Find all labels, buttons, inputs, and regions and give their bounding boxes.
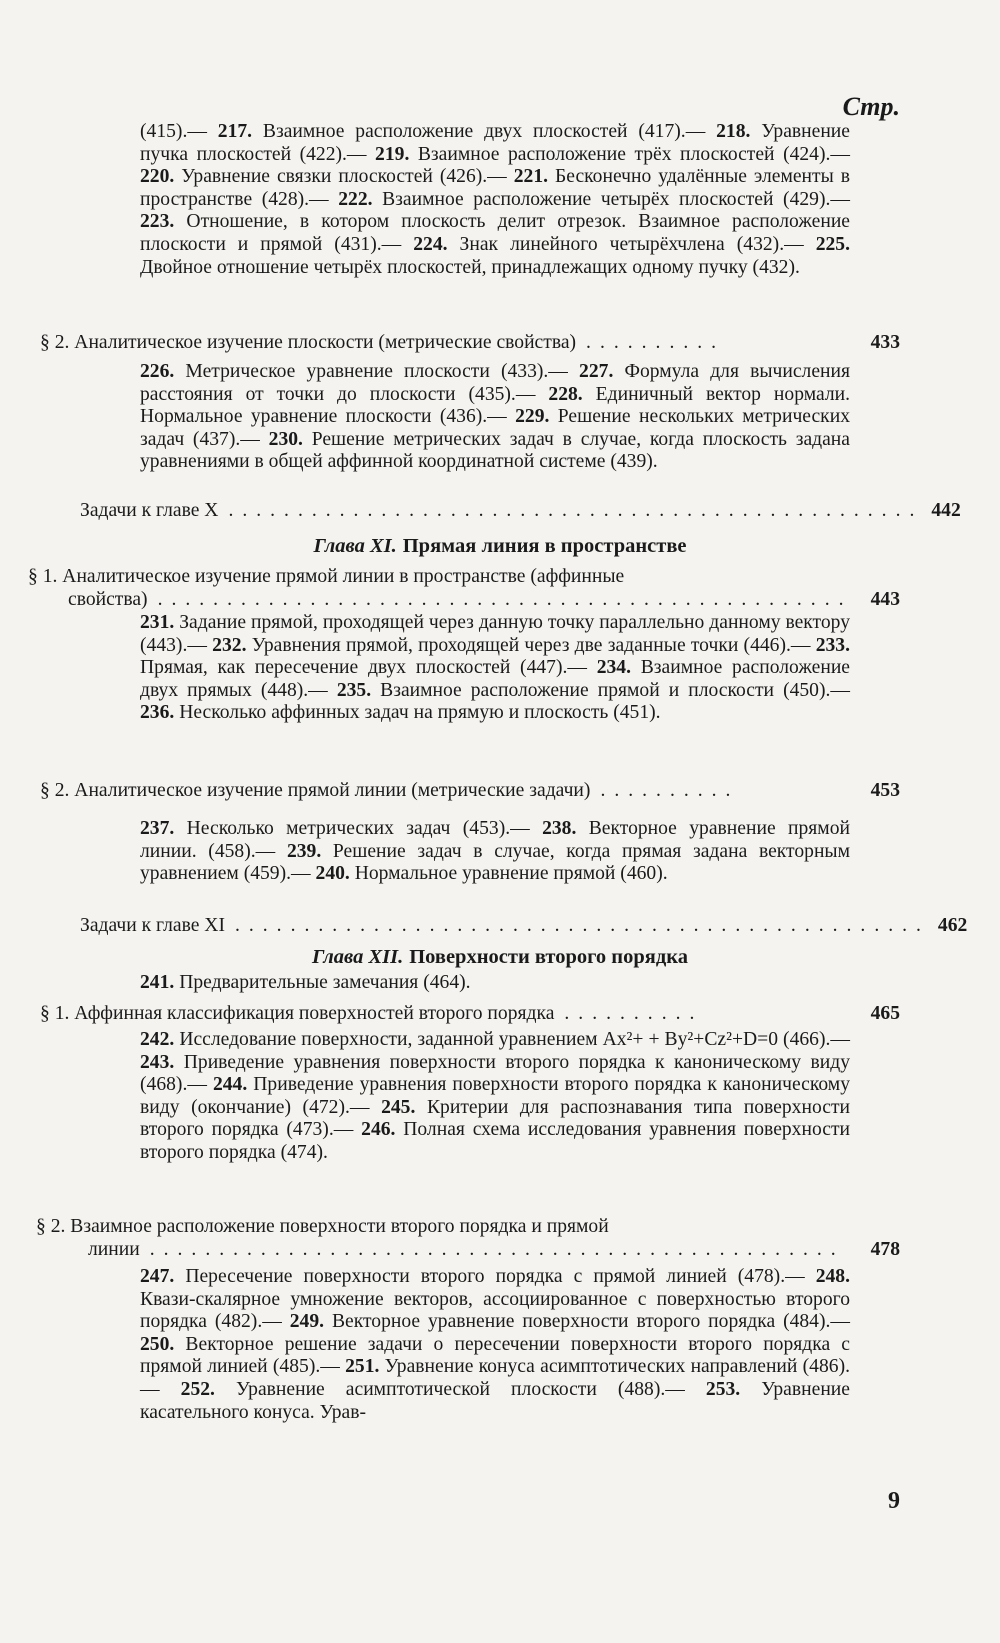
section-text: Несколько аффинных задач на прямую и плоскость (451).: [174, 702, 661, 724]
toc-entry-s2-line[interactable]: [40, 780, 900, 803]
toc-entry-s2-surface[interactable]: [36, 1216, 900, 1261]
section-text: Задание прямой, проходящей через данную точку параллельно данному вектору (443).—: [140, 612, 850, 656]
section-number: 231.: [140, 612, 175, 633]
section-text: Бесконечно удалённые элементы в пространстве (428).—: [140, 166, 850, 210]
leader-dots: ..........: [600, 780, 740, 801]
leader-dots: ..................................................: [157, 588, 853, 610]
leader-dots: ..................................................: [149, 1238, 845, 1260]
chapter-number: Глава XII.: [311, 946, 404, 968]
section-text: Уравнение пучка плоскостей (422).—: [140, 121, 850, 165]
section-number: 249.: [289, 1311, 325, 1333]
section-text: Решение нескольких метрических задач (437).—: [140, 406, 850, 450]
page-number: 9: [888, 1488, 900, 1514]
toc-paragraph-line-affine: [140, 612, 850, 725]
section-text: Критерии для распознавания типа поверхности второго порядка (473).—: [140, 1096, 850, 1141]
section-text: Решение задач в случае, когда прямая задана векторным уравнением (459).—: [140, 840, 850, 885]
section-text: Прямая, как пересечение двух плоскостей (447).—: [140, 657, 597, 679]
section-number: 219.: [375, 143, 410, 165]
section-number: 234.: [596, 657, 631, 679]
section-text: Формула для вычисления расстояния от точки до плоскости (435).—: [140, 361, 851, 405]
chapter-heading-xii[interactable]: [0, 946, 1000, 969]
section-text: Квази-скалярное умножение векторов, ассоциированное с поверхностью второго порядка (482).—: [140, 1288, 850, 1333]
toc-entry-label: § 2. Аналитическое изучение прямой линии (метрические задачи): [40, 780, 591, 801]
toc-page-number: 465: [870, 1003, 900, 1024]
leader-dots: ..........: [564, 1003, 704, 1024]
section-number: 230.: [268, 428, 303, 450]
toc-page-number: 443: [870, 588, 900, 610]
section-text: Взаимное расположение трёх плоскостей (424).—: [409, 143, 850, 165]
section-number: 246.: [361, 1119, 396, 1141]
section-text: Знак линейного четырёхчлена (432).—: [447, 233, 816, 255]
toc-entry-s1-line[interactable]: [28, 566, 900, 611]
toc-entry-label: Задачи к главе X: [80, 500, 219, 521]
section-number: 245.: [381, 1096, 416, 1118]
section-number: 253.: [705, 1378, 741, 1400]
chapter-title: Прямая линия в пространстве: [402, 535, 687, 557]
chapter-number: Глава XI.: [313, 535, 397, 557]
toc-paragraph-surface-line: [140, 1266, 850, 1424]
toc-paragraph-planes-affine: [140, 121, 850, 279]
section-text: Приведение уравнения поверхности второго порядка к каноническому виду (468).—: [140, 1051, 850, 1096]
toc-entry-s1-surface[interactable]: [40, 1003, 900, 1026]
section-text: Уравнение касательного конуса. Урав-: [140, 1378, 850, 1423]
section-text: Пересечение поверхности второго порядка с прямой линией (478).—: [174, 1266, 816, 1287]
toc-paragraph-preliminary: [140, 972, 850, 995]
section-text: Исследование поверхности, заданной уравнением Ax²+ + By²+Cz²+D=0 (466).—: [174, 1029, 850, 1050]
section-text: Взаимное расположение прямой и плоскости (450).—: [371, 679, 850, 701]
toc-entry-problems-xi[interactable]: [80, 915, 968, 938]
section-text: Предварительные замечания (464).: [174, 972, 471, 993]
section-number: 240.: [315, 863, 350, 885]
section-number: 221.: [513, 166, 549, 188]
chapter-heading-xi[interactable]: [0, 535, 1000, 558]
section-text: Взаимное расположение двух плоскостей (417).—: [252, 121, 717, 142]
section-number: 236.: [140, 702, 175, 724]
page-column-header: Стр.: [842, 92, 900, 121]
section-number: 217.: [217, 121, 253, 142]
section-text: Нормальное уравнение прямой (460).: [349, 863, 668, 885]
leader-dots: ..................................................: [228, 500, 924, 521]
toc-entry-label: § 2. Взаимное расположение поверхности второго порядка и прямой: [36, 1216, 609, 1237]
toc-page-number: 478: [870, 1238, 900, 1260]
section-text: Векторное решение задачи о пересечении поверхности второго порядка с прямой линией (485).—: [140, 1333, 850, 1378]
section-text: Векторное уравнение прямой линии. (458).—: [140, 818, 850, 862]
chapter-title: Поверхности второго порядка: [409, 946, 688, 968]
section-number: 242.: [140, 1029, 175, 1050]
toc-entry-label-cont: свойства): [68, 588, 148, 610]
section-number: 222.: [338, 188, 373, 210]
section-text: (415).—: [140, 121, 218, 142]
toc-page-number: 462: [937, 915, 968, 936]
toc-entry-label: Задачи к главе XI: [80, 915, 225, 936]
toc-entry-label: § 1. Аналитическое изучение прямой линии в пространстве (аффинные: [28, 566, 625, 587]
section-number: 218.: [716, 121, 751, 142]
section-number: 241.: [140, 972, 175, 993]
section-number: 248.: [815, 1266, 850, 1287]
section-number: 228.: [548, 383, 583, 405]
toc-entry-label: § 2. Аналитическое изучение плоскости (метрические свойства): [40, 332, 577, 353]
section-number: 244.: [212, 1074, 248, 1096]
toc-paragraph-surface-affine: [140, 1029, 850, 1165]
toc-entry-label-cont: линии: [88, 1238, 140, 1260]
section-text: Несколько метрических задач (453).—: [174, 818, 543, 839]
section-number: 235.: [336, 679, 372, 701]
section-number: 225.: [815, 233, 850, 255]
section-text: Отношение, в котором плоскость делит отрезок. Взаимное расположение плоскости и прямой (431).—: [140, 211, 850, 255]
section-text: Метрическое уравнение плоскости (433).—: [174, 361, 580, 382]
section-number: 247.: [140, 1266, 175, 1287]
section-number: 224.: [413, 233, 448, 255]
section-text: Уравнение конуса асимптотических направлений (486).—: [140, 1356, 850, 1400]
section-text: Векторное уравнение поверхности второго порядка (484).—: [324, 1311, 850, 1333]
section-number: 252.: [180, 1378, 215, 1400]
section-number: 226.: [140, 361, 175, 382]
toc-page-number: 433: [870, 332, 900, 353]
toc-entry-label: § 1. Аффинная классификация поверхностей второго порядка: [40, 1003, 555, 1024]
section-number: 233.: [815, 634, 850, 656]
toc-page-number: 442: [931, 500, 961, 521]
leader-dots: ..................................................: [234, 915, 930, 936]
toc-entry-s2-plane[interactable]: [40, 332, 900, 355]
section-text: Уравнение связки плоскостей (426).—: [174, 166, 514, 188]
section-number: 251.: [345, 1356, 380, 1378]
section-number: 239.: [286, 840, 322, 862]
section-text: Двойное отношение четырёх плоскостей, принадлежащих одному пучку (432).: [140, 256, 800, 278]
section-text: Уравнение асимптотической плоскости (488).—: [214, 1378, 706, 1400]
section-text: Полная схема исследования уравнения поверхности второго порядка (474).: [140, 1119, 850, 1163]
section-number: 227.: [579, 361, 614, 382]
section-number: 220.: [140, 166, 175, 188]
section-number: 232.: [212, 634, 247, 656]
section-text: Уравнения прямой, проходящей через две заданные точки (446).—: [246, 634, 816, 656]
section-text: Взаимное расположение двух прямых (448).—: [140, 657, 850, 701]
section-number: 238.: [542, 818, 577, 839]
section-number: 237.: [140, 818, 175, 839]
section-text: Взаимное расположение четырёх плоскостей (429).—: [372, 188, 850, 210]
toc-paragraph-line-metric: [140, 818, 850, 886]
section-text: Решение метрических задач в случае, когда плоскость задана уравнениями в общей аффинной координатной системе (439).: [140, 428, 850, 473]
leader-dots: ..........: [586, 332, 726, 353]
section-text: Единичный вектор нормали. Нормальное уравнение плоскости (436).—: [140, 383, 851, 428]
toc-page-number: 453: [870, 780, 900, 801]
section-number: 250.: [140, 1333, 175, 1355]
toc-paragraph-planes-metric: [140, 361, 850, 474]
section-number: 243.: [140, 1051, 175, 1073]
section-number: 229.: [515, 406, 550, 428]
toc-entry-problems-x[interactable]: [80, 500, 961, 523]
section-number: 223.: [140, 211, 175, 233]
section-text: Приведение уравнения поверхности второго порядка к каноническому виду (окончание) (472).—: [140, 1074, 850, 1118]
